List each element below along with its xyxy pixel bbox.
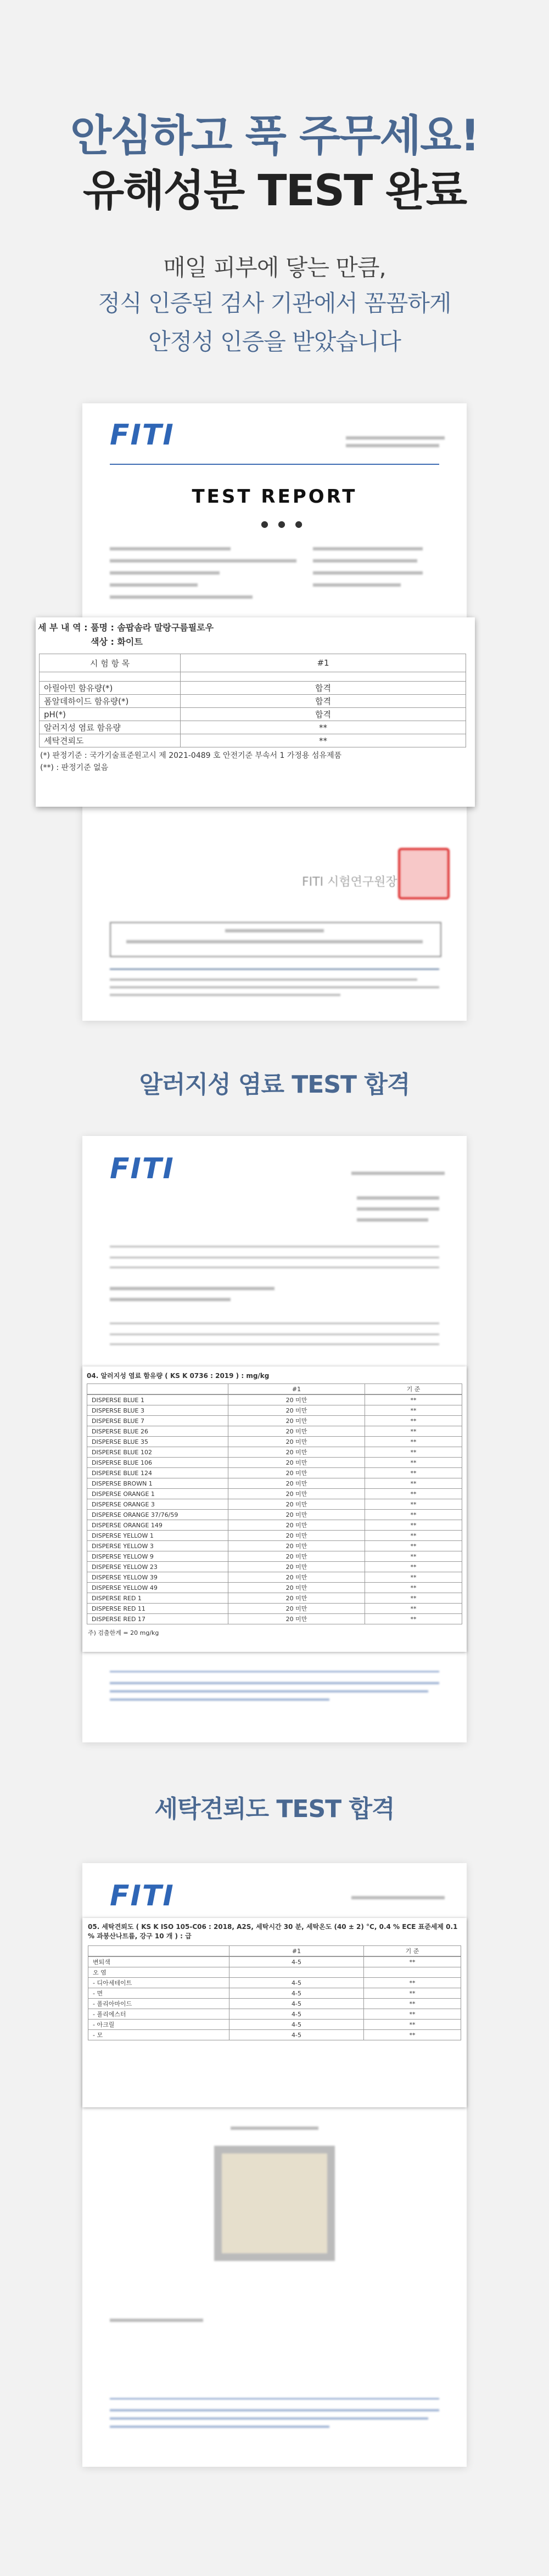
- standard-cell: **: [364, 1978, 461, 1988]
- dye-name-cell: DISPERSE BLUE 3: [87, 1405, 228, 1416]
- dye-name-cell: DISPERSE BLUE 7: [87, 1416, 228, 1426]
- stamp-organization: FITI 시험연구원장: [302, 875, 397, 889]
- table-row: [88, 2030, 461, 2040]
- wash-item-cell: - 면: [88, 1988, 229, 1999]
- result-cell: 20 미만: [228, 1562, 365, 1572]
- table-row: [87, 1614, 462, 1624]
- result-cell: 20 미만: [228, 1458, 365, 1468]
- table-row: [87, 1531, 462, 1541]
- test-results-popup: [36, 617, 475, 807]
- result-cell: 20 미만: [228, 1447, 365, 1458]
- table-header-row: #1 기 준: [87, 1384, 462, 1394]
- result-cell: 20 미만: [228, 1468, 365, 1478]
- result-cell: 20 미만: [228, 1572, 365, 1583]
- report-notes: [36, 747, 475, 774]
- table-header-row: [40, 654, 466, 672]
- result-cell: 4-5: [229, 1999, 364, 2009]
- standard-cell: **: [365, 1604, 462, 1614]
- table-row: [87, 1541, 462, 1551]
- result-cell: 4-5: [229, 2009, 364, 2020]
- dye-table-title: 04. 알러지성 염료 함유량 ( KS K 0736 : 2019 ) : mg/kg: [87, 1372, 270, 1380]
- result-cell: 20 미만: [228, 1541, 365, 1551]
- standard-cell: **: [365, 1520, 462, 1531]
- table-row: [88, 1988, 461, 1999]
- table-row: [87, 1395, 462, 1405]
- dye-name-cell: DISPERSE BLUE 26: [87, 1426, 228, 1437]
- result-cell: 20 미만: [228, 1593, 365, 1604]
- standard-cell: **: [364, 2030, 461, 2040]
- result-cell: 4-5: [229, 2030, 364, 2040]
- standard-cell: [364, 1967, 461, 1978]
- standard-cell: **: [365, 1572, 462, 1583]
- wash-item-cell: - 모: [88, 2030, 229, 2040]
- standard-cell: **: [365, 1468, 462, 1478]
- table-row: [87, 1478, 462, 1489]
- hero-subtitle-3: 안정성 인증을 받았습니다: [148, 328, 401, 355]
- hero-subtitle-1: 매일 피부에 닿는 만큼,: [163, 254, 386, 281]
- standard-cell: **: [364, 2009, 461, 2020]
- table-row: [87, 1499, 462, 1510]
- table-row: 아릴아민 함유량(*) 합격: [40, 682, 466, 695]
- dye-name-cell: DISPERSE RED 11: [87, 1604, 228, 1614]
- standard-cell: **: [364, 2020, 461, 2030]
- result-cell: 4-5: [229, 1957, 364, 1967]
- result-cell: 20 미만: [228, 1551, 365, 1562]
- table-row: [87, 1604, 462, 1614]
- standard-cell: **: [365, 1489, 462, 1499]
- standard-cell: **: [365, 1551, 462, 1562]
- dye-name-cell: DISPERSE YELLOW 1: [87, 1531, 228, 1541]
- dye-results-popup: [82, 1366, 467, 1652]
- result-cell: 20 미만: [228, 1583, 365, 1593]
- result-cell: 20 미만: [228, 1510, 365, 1520]
- standard-cell: **: [365, 1531, 462, 1541]
- standard-cell: **: [365, 1562, 462, 1572]
- result-cell: 20 미만: [228, 1489, 365, 1499]
- wash-rows: [88, 1956, 461, 2040]
- wash-fastness-section-title: 세탁견뢰도 TEST 합격: [154, 1795, 395, 1823]
- table-row: [87, 1520, 462, 1531]
- dye-name-cell: DISPERSE BROWN 1: [87, 1478, 228, 1489]
- dye-name-cell: DISPERSE YELLOW 39: [87, 1572, 228, 1583]
- table-row: 알러지성 염료 함유량 **: [40, 721, 466, 734]
- result-cell: 20 미만: [228, 1531, 365, 1541]
- report-title: TEST REPORT: [192, 486, 357, 508]
- table-row: [87, 1447, 462, 1458]
- table-row: [88, 2020, 461, 2030]
- wash-results-table: [88, 1945, 461, 1956]
- fiti-logo: FITI: [110, 1880, 175, 1913]
- dye-name-cell: DISPERSE RED 1: [87, 1593, 228, 1604]
- note-no-criteria: (**) : 판정기준 없음: [40, 763, 109, 772]
- result-cell: 20 미만: [228, 1395, 365, 1405]
- wash-item-cell: - 디아세테이트: [88, 1978, 229, 1988]
- wash-item-cell: 오 염: [88, 1967, 229, 1978]
- standard-cell: **: [364, 1957, 461, 1967]
- wash-item-cell: - 폴리에스터: [88, 2009, 229, 2020]
- result-cell: 20 미만: [228, 1604, 365, 1614]
- sample-name: 세 부 내 역 : 품명 : 솜팝솜라 말랑구름필로우: [38, 622, 214, 633]
- page-dots: ● ● ●: [261, 519, 306, 529]
- hero-section: [0, 0, 549, 384]
- table-row: [87, 1562, 462, 1572]
- dye-name-cell: DISPERSE ORANGE 3: [87, 1499, 228, 1510]
- dye-name-cell: DISPERSE BLUE 35: [87, 1437, 228, 1447]
- result-cell: 20 미만: [228, 1416, 365, 1426]
- result-cell: 20 미만: [228, 1437, 365, 1447]
- allergen-dye-section-title: 알러지성 염료 TEST 합격: [139, 1071, 410, 1099]
- table-row: [87, 1551, 462, 1562]
- dye-name-cell: DISPERSE BLUE 1: [87, 1395, 228, 1405]
- result-cell: 20 미만: [228, 1405, 365, 1416]
- fiti-logo: FITI: [110, 419, 175, 452]
- table-row: [87, 1468, 462, 1478]
- standard-cell: **: [364, 1999, 461, 2009]
- wash-item-cell: - 아크릴: [88, 2020, 229, 2030]
- table-row: [87, 1458, 462, 1468]
- wash-fastness-report: [82, 1863, 467, 2467]
- table-row: pH(*) 합격: [40, 708, 466, 721]
- dye-name-cell: DISPERSE ORANGE 149: [87, 1520, 228, 1531]
- result-cell: 20 미만: [228, 1520, 365, 1531]
- dye-name-cell: DISPERSE RED 17: [87, 1614, 228, 1624]
- standard-cell: **: [365, 1426, 462, 1437]
- fiti-logo: FITI: [110, 1152, 175, 1185]
- standard-cell: **: [365, 1437, 462, 1447]
- header-sample-1: #1: [181, 654, 466, 672]
- allergen-dye-report: [82, 1136, 467, 1742]
- wash-table-title: 05. 세탁견뢰도 ( KS K ISO 105-C06 : 2018, A2S, 세탁시간 30 분, 세탁온도 (40 ± 2) °C, 0.4 % ECE 표준세제 0.1 % 과붕산나트륨, 강구 10 개 ) : 급: [88, 1923, 458, 1940]
- hero-subtitle-2: 정식 인증된 검사 기관에서 꼼꼼하게: [98, 290, 451, 317]
- test-report-document: [38, 403, 467, 1021]
- table-row: [87, 1489, 462, 1499]
- dye-name-cell: DISPERSE ORANGE 37/76/59: [87, 1510, 228, 1520]
- table-row: [87, 1583, 462, 1593]
- table-row: [88, 1967, 461, 1978]
- standard-cell: **: [365, 1499, 462, 1510]
- result-cell: [229, 1967, 364, 1978]
- table-row: [87, 1437, 462, 1447]
- dye-rows: [87, 1394, 462, 1624]
- table-row: [87, 1405, 462, 1416]
- result-cell: 4-5: [229, 1988, 364, 1999]
- result-cell: 20 미만: [228, 1478, 365, 1489]
- official-seal-icon: [398, 848, 450, 899]
- table-row: [87, 1416, 462, 1426]
- standard-cell: **: [365, 1614, 462, 1624]
- result-cell: 4-5: [229, 1978, 364, 1988]
- dye-name-cell: DISPERSE YELLOW 49: [87, 1583, 228, 1593]
- header-test-item: 시 험 항 목: [40, 654, 181, 672]
- wash-item-cell: - 폴리아마이드: [88, 1999, 229, 2009]
- wash-item-cell: 변퇴색: [88, 1957, 229, 1967]
- detection-limit-note: 주) 검출한계 = 20 mg/kg: [88, 1629, 159, 1636]
- table-row: [88, 1999, 461, 2009]
- standard-cell: **: [365, 1447, 462, 1458]
- standard-cell: **: [365, 1510, 462, 1520]
- fabric-sample-image: [214, 2146, 335, 2261]
- standard-cell: **: [365, 1416, 462, 1426]
- dye-name-cell: DISPERSE BLUE 124: [87, 1468, 228, 1478]
- table-row: [87, 1572, 462, 1583]
- table-header-row: #1 기 준: [88, 1946, 461, 1956]
- result-cell: 4-5: [229, 2020, 364, 2030]
- sample-info: [36, 617, 475, 649]
- dye-name-cell: DISPERSE YELLOW 3: [87, 1541, 228, 1551]
- dye-name-cell: DISPERSE YELLOW 23: [87, 1562, 228, 1572]
- table-row: 폼알데하이드 함유량(*) 합격: [40, 695, 466, 708]
- dye-name-cell: DISPERSE BLUE 102: [87, 1447, 228, 1458]
- table-row: [88, 1978, 461, 1988]
- table-row: [88, 1957, 461, 1967]
- results-table: [39, 654, 466, 747]
- note-criteria: (*) 판정기준 : 국가기술표준원고시 제 2021-0489 호 안전기준 부속서 1 가정용 섬유제품: [40, 751, 342, 760]
- table-row: [88, 2009, 461, 2020]
- result-cell: 20 미만: [228, 1499, 365, 1510]
- result-cell: 20 미만: [228, 1426, 365, 1437]
- table-row: [87, 1510, 462, 1520]
- standard-cell: **: [365, 1395, 462, 1405]
- dye-results-table: [87, 1383, 462, 1394]
- dye-name-cell: DISPERSE ORANGE 1: [87, 1489, 228, 1499]
- standard-cell: **: [365, 1593, 462, 1604]
- standard-cell: **: [364, 1988, 461, 1999]
- standard-cell: **: [365, 1405, 462, 1416]
- dye-name-cell: DISPERSE BLUE 106: [87, 1458, 228, 1468]
- table-row: 세탁견뢰도 **: [40, 734, 466, 747]
- result-cell: 20 미만: [228, 1614, 365, 1624]
- table-row: [87, 1593, 462, 1604]
- standard-cell: **: [365, 1541, 462, 1551]
- dye-name-cell: DISPERSE YELLOW 9: [87, 1551, 228, 1562]
- hero-headline-2: 유해성분 TEST 완료: [82, 166, 467, 216]
- standard-cell: **: [365, 1478, 462, 1489]
- wash-results-popup: [82, 1918, 467, 2107]
- sample-color: 색상 : 화이트: [91, 637, 143, 647]
- table-row: [87, 1426, 462, 1437]
- header-rule: [110, 464, 439, 465]
- standard-cell: **: [365, 1583, 462, 1593]
- standard-cell: **: [365, 1458, 462, 1468]
- hero-headline-1: 안심하고 푹 주무세요!: [70, 111, 479, 161]
